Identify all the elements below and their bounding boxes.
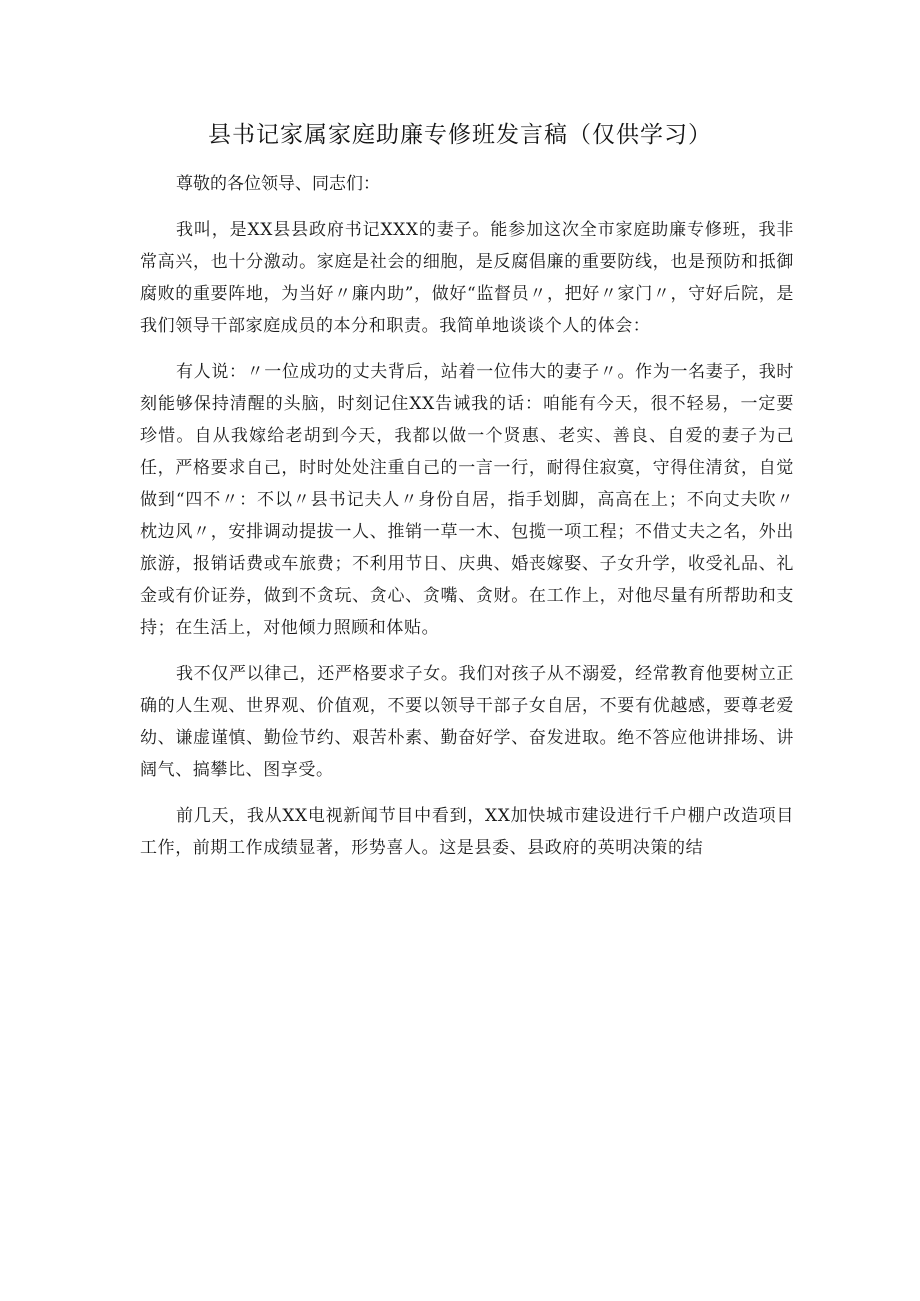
salutation: 尊敬的各位领导、同志们： [176,174,380,194]
document-title: 县书记家属家庭助廉专修班发言稿（仅供学习） [208,122,712,148]
paragraph-1: 我叫，是XX县县政府书记XXX的妻子。能参加这次全市家庭助廉专修班，我非常高兴，也十分激动。家庭是社会的细胞，是反腐倡廉的重要防线，也是预防和抵御腐败的重要阵地，为当好〃廉内助”，做好“监督员〃，把好〃家门〃，守好后院，是我们领导干部家庭成员的本分和职责。我简单地谈谈个人的体会： [140,220,794,336]
paragraph-2: 有人说：〃一位成功的丈夫背后，站着一位伟大的妻子〃。作为一名妻子，我时刻能够保持清醒的头脑，时刻记住XX告诫我的话：咱能有今天，很不轻易，一定要珍惜。自从我嫁给老胡到今天，我都以做一个贤惠、老实、善良、自爱的妻子为己任，严格要求自己，时时处处注重自己的一言一行，耐得住寂寞，守得住清贫，自觉做到“四不〃：不以〃县书记夫人〃身份自居，指手划脚，高高在上；不向丈夫吹〃枕边风〃，安排调动提拔一人、推销一草一木、包揽一项工程；不借丈夫之名，外出旅游，报销话费或车旅费；不利用节日、庆典、婚丧嫁娶、子女升学，收受礼品、礼金或有价证券，做到不贪玩、贪心、贪嘴、贪财。在工作上，对他尽量有所帮助和支持；在生活上，对他倾力照顾和体贴。 [140,362,794,638]
paragraph-3: 我不仅严以律己，还严格要求子女。我们对孩子从不溺爱，经常教育他要树立正确的人生观、世界观、价值观，不要以领导干部子女自居，不要有优越感，要尊老爱幼、谦虚谨慎、勤俭节约、艰苦朴素、勤奋好学、奋发进取。绝不答应他讲排场、讲阔气、搞攀比、图享受。 [140,664,794,780]
document-body [140,168,794,878]
paragraph-4: 前几天，我从XX电视新闻节目中看到，XX加快城市建设进行千户棚户改造项目工作，前期工作成绩显著，形势喜人。这是县委、县政府的英明决策的结 [140,806,794,858]
